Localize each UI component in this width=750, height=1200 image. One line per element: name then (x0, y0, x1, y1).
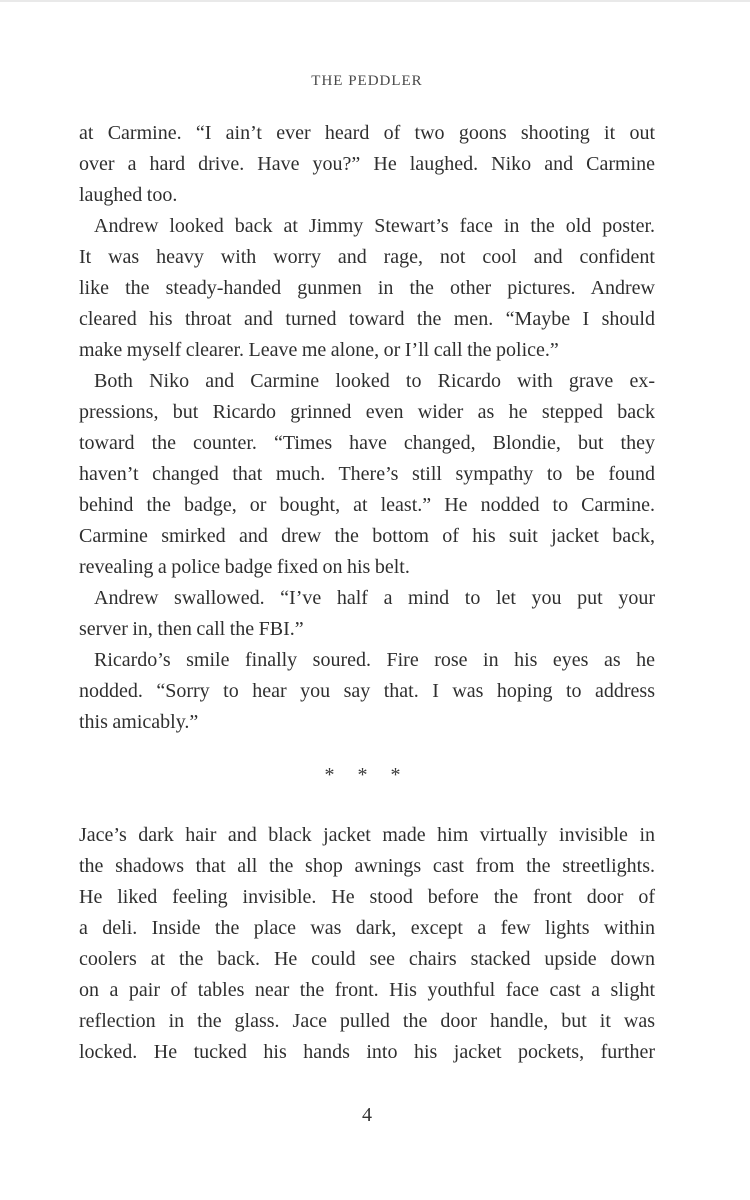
text-line: make myself clearer. Leave me alone, or I’ll call the police.” (79, 339, 559, 361)
page-number: 4 (362, 1104, 372, 1126)
text-line: the shadows that all the shop awnings cast from the streetlights. (79, 855, 655, 877)
paragraph (79, 820, 655, 1068)
paragraph (79, 583, 655, 645)
text-line: It was heavy with worry and rage, not cool and confident (79, 246, 655, 268)
text-line: haven’t changed that much. There’s still sympathy to be found (79, 463, 655, 485)
paragraph (79, 366, 655, 583)
top-divider (0, 0, 750, 2)
text-line: server in, then call the FBI.” (79, 618, 304, 640)
text-line: a deli. Inside the place was dark, except a few lights within (79, 917, 655, 939)
text-line: coolers at the back. He could see chairs stacked upside down (79, 948, 655, 970)
text-line: cleared his throat and turned toward the men. “Maybe I should (79, 308, 655, 330)
text-line: behind the badge, or bought, at least.” He nodded to Carmine. (79, 494, 655, 516)
text-line: Andrew swallowed. “I’ve half a mind to let you put your (94, 587, 655, 609)
text-line: revealing a police badge fixed on his belt. (79, 556, 410, 578)
text-line: Carmine smirked and drew the bottom of his suit jacket back, (79, 525, 655, 547)
text-line: laughed too. (79, 184, 178, 206)
paragraph (79, 118, 655, 211)
text-line: Ricardo’s smile finally soured. Fire rose in his eyes as he (94, 649, 655, 671)
text-line: Both Niko and Carmine looked to Ricardo with grave ex- (94, 370, 655, 392)
text-line: on a pair of tables near the front. His youthful face cast a slight (79, 979, 655, 1001)
text-line: this amicably.” (79, 711, 199, 733)
paragraph (79, 645, 655, 738)
text-line: at Carmine. “I ain’t ever heard of two goons shooting it out (79, 122, 655, 144)
text-line: reflection in the glass. Jace pulled the door handle, but it was (79, 1010, 655, 1032)
text-line: locked. He tucked his hands into his jacket pockets, further (79, 1041, 655, 1063)
scene-break-ornament: * * * (324, 764, 410, 786)
text-line: nodded. “Sorry to hear you say that. I was hoping to address (79, 680, 655, 702)
text-line: pressions, but Ricardo grinned even wider as he stepped back (79, 401, 655, 423)
text-line: He liked feeling invisible. He stood before the front door of (79, 886, 655, 908)
body-text (79, 118, 655, 1068)
text-line: Andrew looked back at Jimmy Stewart’s face in the old poster. (94, 215, 655, 237)
text-line: toward the counter. “Times have changed, Blondie, but they (79, 432, 655, 454)
text-line: like the steady-handed gunmen in the other pictures. Andrew (79, 277, 655, 299)
running-header: THE PEDDLER (311, 73, 423, 89)
text-line: Jace’s dark hair and black jacket made him virtually invisible in (79, 824, 655, 846)
text-line: over a hard drive. Have you?” He laughed. Niko and Carmine (79, 153, 655, 175)
paragraph (79, 211, 655, 366)
